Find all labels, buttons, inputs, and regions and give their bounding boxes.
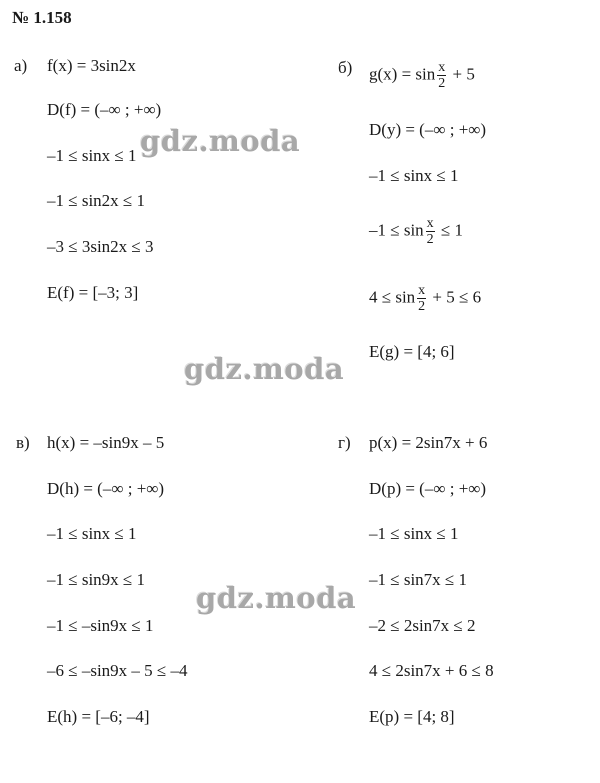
- part-g-line-2: D(p) = (–∞ ; +∞): [369, 479, 487, 498]
- part-v-line-1: h(x) = –sin9x – 5: [47, 433, 165, 452]
- watermark: gdz.moda: [196, 581, 357, 615]
- part-b-line-1-pre: g(x) = sin: [369, 64, 436, 84]
- part-a-line-1: f(x) = 3sin2x: [47, 56, 136, 75]
- part-v-line-5: –1 ≤ –sin9x ≤ 1: [47, 616, 154, 635]
- part-b-line-4-pre: –1 ≤ sin: [369, 220, 424, 240]
- part-g-line-5: –2 ≤ 2sin7x ≤ 2: [369, 616, 476, 635]
- part-b-line-4-post: ≤ 1: [440, 220, 464, 240]
- part-a-line-4: –1 ≤ sin2x ≤ 1: [47, 191, 145, 210]
- part-b-line-4: [369, 216, 463, 247]
- part-a-line-3: –1 ≤ sinx ≤ 1: [47, 146, 137, 165]
- watermark: gdz.moda: [184, 352, 345, 386]
- part-a-line-2: D(f) = (–∞ ; +∞): [47, 100, 162, 119]
- part-g-line-1: p(x) = 2sin7x + 6: [369, 433, 488, 452]
- fraction-numerator: x: [426, 216, 434, 231]
- part-v-line-3: –1 ≤ sinx ≤ 1: [47, 524, 137, 543]
- part-a-label: а): [14, 56, 28, 75]
- part-b-line-5: [369, 283, 481, 314]
- part-b-line-1-post: + 5: [452, 64, 475, 84]
- fraction-numerator: x: [438, 60, 446, 75]
- part-b-line-5-pre: 4 ≤ sin: [369, 287, 416, 307]
- fraction-denominator: 2: [426, 232, 434, 247]
- part-v-label: в): [16, 433, 30, 452]
- part-v-line-7: E(h) = [–6; –4]: [47, 707, 150, 726]
- part-v-line-2: D(h) = (–∞ ; +∞): [47, 479, 165, 498]
- part-g-line-6: 4 ≤ 2sin7x + 6 ≤ 8: [369, 661, 494, 680]
- fraction: [417, 283, 426, 314]
- fraction-numerator: x: [418, 283, 426, 298]
- part-v-line-6: –6 ≤ –sin9x – 5 ≤ –4: [47, 661, 188, 680]
- part-b-line-1: [369, 60, 475, 91]
- part-g-line-7: E(p) = [4; 8]: [369, 707, 455, 726]
- part-b-line-3: –1 ≤ sinx ≤ 1: [369, 166, 459, 185]
- fraction: [426, 216, 435, 247]
- part-a-line-6: E(f) = [–3; 3]: [47, 283, 139, 302]
- part-b-label: б): [338, 58, 353, 77]
- fraction: [437, 60, 446, 91]
- part-g-label: г): [338, 433, 351, 452]
- part-b-line-5-post: + 5 ≤ 6: [432, 287, 482, 307]
- part-g-line-4: –1 ≤ sin7x ≤ 1: [369, 570, 467, 589]
- part-a-line-5: –3 ≤ 3sin2x ≤ 3: [47, 237, 154, 256]
- fraction-denominator: 2: [418, 299, 426, 314]
- part-v-line-4: –1 ≤ sin9x ≤ 1: [47, 570, 145, 589]
- part-b-line-2: D(y) = (–∞ ; +∞): [369, 120, 487, 139]
- watermark: gdz.moda: [140, 124, 301, 158]
- fraction-denominator: 2: [438, 76, 446, 91]
- problem-number: № 1.158: [12, 8, 72, 27]
- part-b-line-6: E(g) = [4; 6]: [369, 342, 455, 361]
- part-g-line-3: –1 ≤ sinx ≤ 1: [369, 524, 459, 543]
